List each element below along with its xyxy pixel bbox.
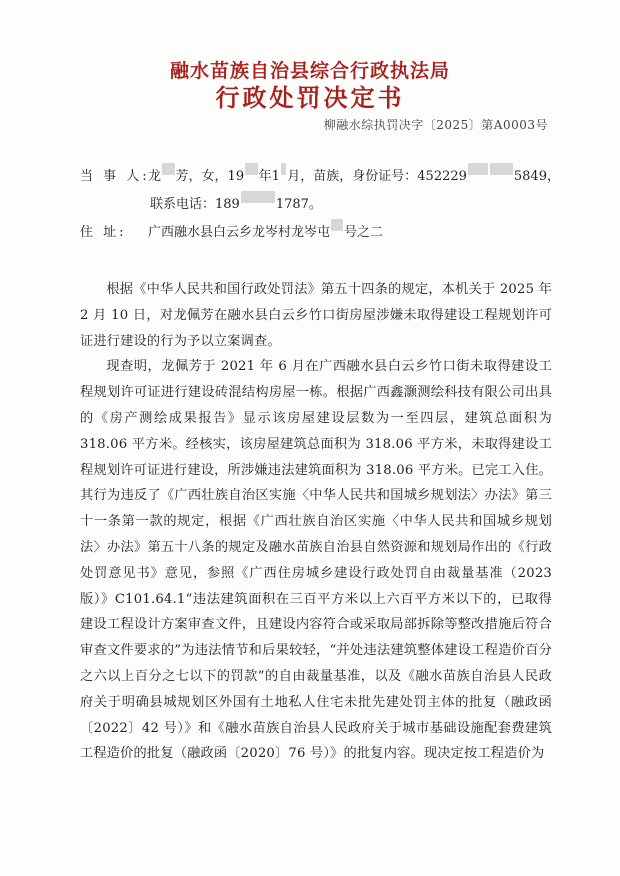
phone-text-a: 联系电话：189 <box>150 197 240 212</box>
document-title: 行政处罚决定书 <box>215 83 405 112</box>
party-text-a: 龙 <box>148 169 162 184</box>
redaction-block <box>331 219 343 231</box>
party-text-f: ， <box>546 169 560 184</box>
party-info <box>80 163 560 247</box>
address-text-b: 号之二 <box>344 225 384 240</box>
paragraph-findings: 现查明，龙佩芳于 2021 年 6 月在广西融水县白云乡竹口街未取得建设工程规划许可证进行建设砖混结构房屋一栋。根据广西鑫灏测绘科技有限公司出具的《房产测绘成果报告》显示该房屋建设层数为一至四层，建筑总面积为 318.06 平方米。经核实，该房屋建筑总面积为 318.06 平方米，未取得建设工程规划许可证进行建设，所涉嫌违法建筑面积为 318.06 平方米。已完工入住。其行为违反了《广西壮族自治区实施〈中华人民共和国城乡规划法〉办法》第三十一条第一款的规定，根据《广西壮族自治区实施〈中华人民共和国城乡规划法〉办法》第五十八条的规定及融水苗族自治县自然资源和规划局作出的《行政处罚意见书》意见，参照《广西住房城乡建设行政处罚自由裁量基准（2023 版）》C101.64.1“违法建筑面积在三百平方米以上六百平方米以下的，已取得建设工程设计方案审查文件，且建设内容符合或采取局部拆除等整改措施后符合审查文件要求的”为违法情节和后果较轻，“并处违法建筑整体建设工程造价百分之六以上百分之七以下的罚款”的自由裁量基准，以及《融水苗族自治县人民政府关于明确县城规划区外国有土地私人住宅未批先建处罚主体的批复（融政函〔2022〕42 号）》和《融水苗族自治县人民政府关于城市基础设施配套费建筑工程造价的批复（融政函〔2020〕76 号）》的批复内容。现决定按工程造价为 <box>80 359 552 762</box>
address-text-a: 广西融水县白云乡龙岑村龙岑屯 <box>148 225 331 240</box>
redaction-block <box>162 163 175 175</box>
party-text-e: 5849 <box>513 169 547 184</box>
phone-text-c: 。 <box>308 197 322 212</box>
redaction-block <box>281 163 286 175</box>
redaction-block <box>245 163 258 175</box>
party-text-d: 月，苗族，身份证号：452229 <box>287 169 467 184</box>
paragraph-case-filing: 根据《中华人民共和国行政处罚法》第五十四条的规定，本机关于 2025 年 2 月 10 日，对龙佩芳在融水县白云乡竹口街房屋涉嫌未取得建设工程规划许可证进行建设的行为予以立案调查。 <box>80 282 552 349</box>
phone-row <box>80 191 560 219</box>
redaction-block <box>490 163 513 175</box>
redaction-block <box>468 163 488 175</box>
party-row <box>80 163 560 191</box>
party-label: 当 事 人: <box>80 169 150 184</box>
party-text-b: 芳，女，19 <box>175 169 245 184</box>
phone-text-b: 1787 <box>275 197 309 212</box>
address-row <box>80 219 560 247</box>
party-text-c: 年1 <box>258 169 280 184</box>
address-label: 住 址: <box>80 225 127 240</box>
agency-name: 融水苗族自治县综合行政执法局 <box>169 60 450 82</box>
document-number: 柳融水综执罚决字〔2025〕第A0003号 <box>323 118 548 132</box>
redaction-block <box>241 191 275 203</box>
decision-body <box>80 277 552 767</box>
